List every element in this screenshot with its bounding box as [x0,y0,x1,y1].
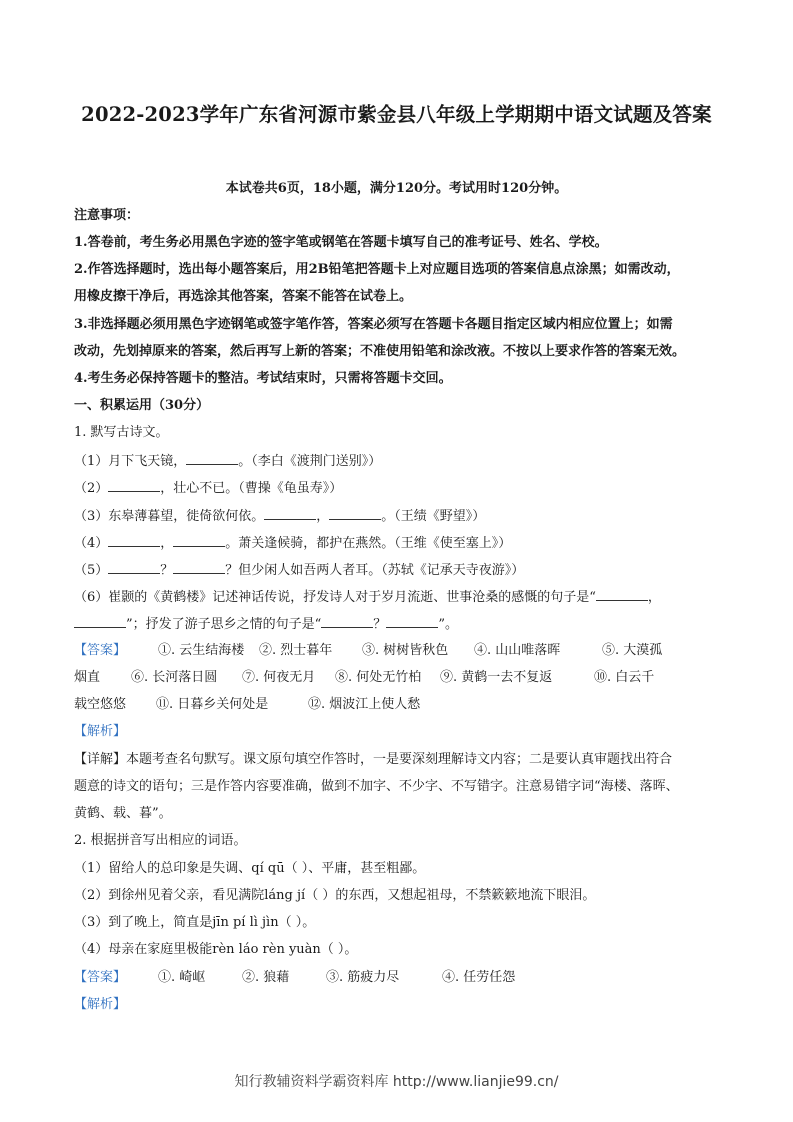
answer-blank [321,614,373,628]
answer-item: ⑪. 日暮乡关何处是 [156,697,269,712]
notice-item-1: 1.答卷前，考生务必用黑色字迹的签字笔或钢笔在答题卡填写自己的准考证号、姓名、学校。 [74,235,608,250]
q1-4-text-c: 。萧关逢候骑，都护在燕然。（王维《使至塞上》） [225,536,512,551]
answer-item: ①. 崎岖 [158,970,206,985]
q1-answer-row-1 [74,642,662,660]
q1-6-text-c: ”；抒发了游子思乡之情的句子是“ [126,617,322,632]
notice-item-2-cont: 用橡皮擦干净后，再选涂其他答案，答案不能答在试卷上。 [74,289,413,304]
answer-blank [386,614,438,628]
notice-item-4: 4.考生务必保持答题卡的整洁。考试结束时，只需将答题卡交回。 [74,371,452,386]
q1-5-text-b: ？ [160,563,174,578]
answer-item: ⑦. 何夜无月 [242,670,316,685]
answer-tag: 【答案】 [74,643,127,658]
q1-item-6-cont [74,614,458,634]
answer-item: ④. 任劳任怨 [442,970,516,985]
answer-tag: 【答案】 [74,970,127,985]
answer-item: ②. 烈士暮年 [259,643,333,658]
answer-item: ①. 云生结海楼 [158,643,245,658]
q1-4-text-b: ， [160,536,174,551]
q1-item-3 [74,506,485,526]
answer-item: ⑫. 烟波江上使人愁 [308,697,421,712]
q1-5-text-c: ？但少闲人如吾两人者耳。（苏轼《记承天寺夜游》） [225,563,525,578]
q1-item-4 [74,533,511,553]
q2-answer-row [74,969,515,987]
document-title: 2022-2023学年广东省河源市紫金县八年级上学期期中语文试题及答案 [81,103,712,126]
q1-3-text-b: ， [316,509,330,524]
q1-2-text-b: ，壮心不已。（曹操《龟虽寿》） [160,481,343,496]
exam-intro: 本试卷共6页，18小题，满分120分。考试用时120分钟。 [225,181,568,196]
section-heading: 一、积累运用（30分） [74,398,210,413]
q1-6-text-d: ？ [373,617,387,632]
q1-answer-row-2 [74,669,654,687]
notice-item-2: 2.作答选择题时，选出每小题答案后，用2B铅笔把答题卡上对应题目选项的答案信息点涂黑；如需改动， [74,262,680,277]
detail-line-3: 黄鹤、载、暮”。 [74,806,172,821]
detail-line-2: 题意的诗文的语句；三是作答内容要准确，做到不加字、不少字、不写错字。注意易错字词“海楼、落晖、 [74,779,679,794]
answer-item: 载空悠悠 [74,697,127,712]
answer-blank [108,560,160,574]
q1-2-text-a: （2） [74,481,109,496]
q1-4-text-a: （4） [74,536,109,551]
answer-blank [74,614,126,628]
answer-blank [108,478,160,492]
answer-item: ④. 山山唯落晖 [474,643,561,658]
answer-item: ③. 树树皆秋色 [362,643,449,658]
q1-6-text-b: ， [647,590,661,605]
q1-1-text-b: 。（李白《渡荆门送别》） [238,454,382,469]
q2-item-2: （2）到徐州见着父亲，看见满院láng jí（ ）的东西，又想起祖母，不禁簌簌地流下眼泪。 [74,888,596,903]
q2-item-4: （4）母亲在家庭里极能rèn láo rèn yuàn（ ）。 [74,942,358,957]
q1-item-5 [74,560,524,580]
answer-blank [186,451,238,465]
q2-stem: 2. 根据拼音写出相应的词语。 [74,833,247,848]
q1-item-6 [74,587,661,607]
q1-item-1 [74,451,381,471]
answer-item: ⑧. 何处无竹柏 [335,670,422,685]
q2-item-1: （1）留给人的总印象是失调、qí qū（ ）、平庸，甚至粗鄙。 [74,861,426,876]
notice-item-3-cont: 改动，先划掉原来的答案，然后再写上新的答案；不准使用铅笔和涂改液。不按以上要求作答的答案无效。 [74,344,686,359]
q1-6-text-a: （6）崔颢的《黄鹤楼》记述神话传说，抒发诗人对于岁月流逝、世事沧桑的感慨的句子是“ [74,590,596,605]
analysis-tag: 【解析】 [74,724,127,739]
answer-blank [329,506,381,520]
notice-heading: 注意事项： [74,208,140,223]
q1-item-2 [74,478,342,498]
answer-blank [173,533,225,547]
answer-item: ③. 筋疲力尽 [326,970,400,985]
answer-item: ⑩. 白云千 [594,670,655,685]
q1-stem: 1. 默写古诗文。 [74,425,169,440]
answer-blank [596,587,648,601]
answer-blank [173,560,225,574]
q1-1-text-a: （1）月下飞天镜， [74,454,187,469]
answer-blank [108,533,160,547]
q2-item-3: （3）到了晚上，简直是jīn pí lì jìn（ ）。 [74,915,316,930]
analysis-tag-2: 【解析】 [74,997,127,1012]
q1-5-text-a: （5） [74,563,109,578]
answer-item: ⑥. 长河落日圆 [131,670,218,685]
answer-item: ⑤. 大漠孤 [602,643,663,658]
q1-3-text-a: （3）东皋薄暮望，徙倚欲何依。 [74,509,265,524]
answer-item: ⑨. 黄鹤一去不复返 [440,670,553,685]
answer-item: 烟直 [74,670,101,685]
notice-item-3: 3.非选择题必须用黑色字迹钢笔或签字笔作答，答案必须写在答题卡各题目指定区域内相应位置上；如需 [74,317,673,332]
q1-3-text-c: 。（王绩《野望》） [381,509,486,524]
answer-item: ②. 狼藉 [242,970,290,985]
detail-line-1: 【详解】本题考查名句默写。课文原句填空作答时，一是要深刻理解诗文内容；二是要认真审题找出符合 [74,752,673,767]
q1-6-text-e: ”。 [438,617,458,632]
answer-blank [264,506,316,520]
q1-answer-row-3 [74,696,420,714]
page-footer: 知行教辅资料学霸资料库 http://www.lianjie99.cn/ [234,1074,559,1090]
